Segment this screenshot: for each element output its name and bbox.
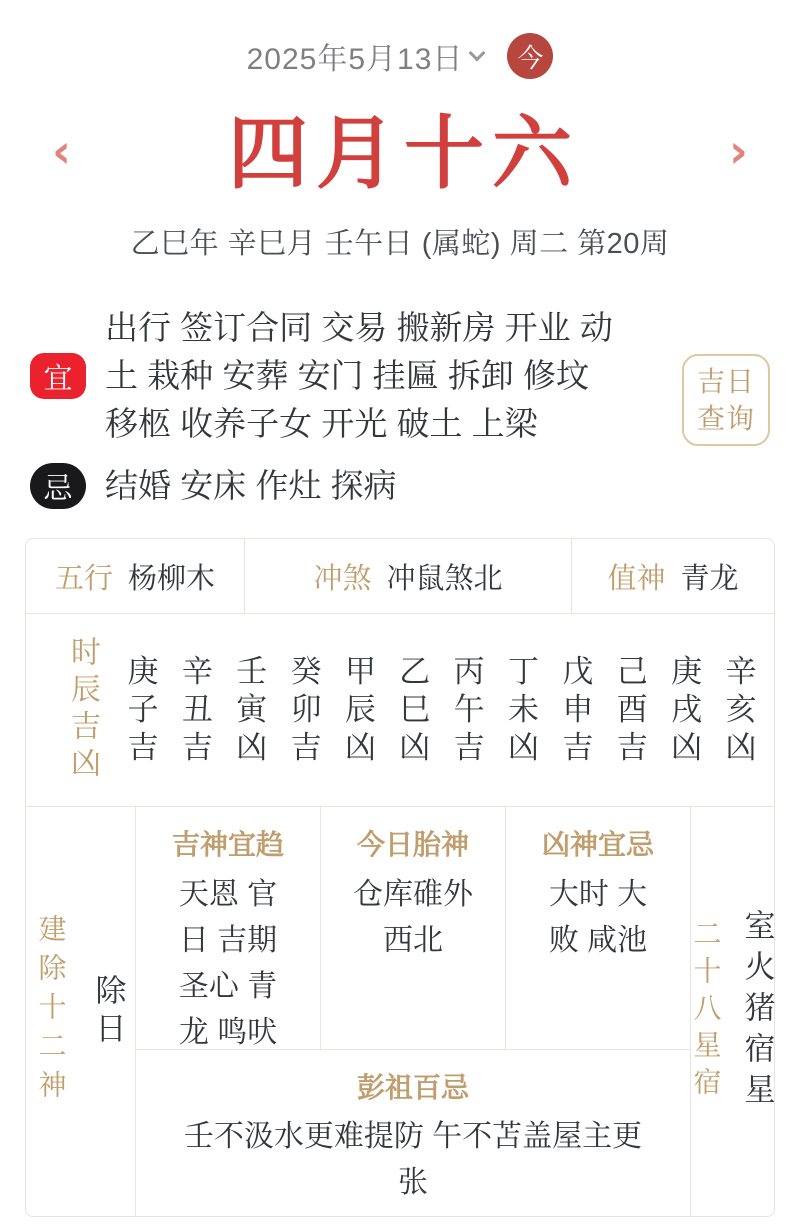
xingxiu-label: 二十八星宿 (690, 919, 722, 1104)
lunar-title-row (0, 105, 800, 201)
pengzu-cell (136, 1049, 690, 1216)
hour-column: 乙巳凶 (399, 654, 431, 765)
yi-activities: 出行 签订合同 交易 搬新房 开业 动土 栽种 安葬 安门 挂匾 拆卸 修坟 移柩 收养子女 开光 破土 上梁 (105, 309, 613, 442)
jishen-value: 天恩 官日 吉期 圣心 青龙 鸣吠 (178, 878, 278, 1049)
hour-column: 丙午吉 (453, 654, 485, 765)
taishen-cell (321, 807, 506, 1049)
current-date-label: 2025年5月13日 (246, 43, 464, 76)
ji-activities: 结婚 安床 作灶 探病 (105, 467, 397, 504)
hour-column: 己酉吉 (616, 654, 648, 765)
ji-row (30, 462, 775, 510)
hour-columns (104, 653, 774, 767)
ganzhi-subtitle: 乙巳年 辛巳月 壬午日 (属蛇) 周二 第20周 (130, 228, 670, 260)
chongsha-cell (245, 539, 572, 613)
almanac-table (25, 538, 775, 1217)
next-day-arrow[interactable]: › (729, 124, 748, 179)
pengzu-value: 壬不汲水更难提防 午不苫盖屋主更张 (183, 1120, 643, 1199)
jishen-label: 吉神宜趋 (171, 829, 284, 860)
jishen-cell (136, 807, 321, 1049)
zhishen-label: 值神 (607, 562, 666, 595)
hour-column: 戊申吉 (562, 654, 594, 765)
date-selector[interactable] (247, 34, 484, 78)
jianchu-column (26, 807, 136, 1216)
today-button[interactable]: 今 (507, 33, 553, 79)
date-header (0, 33, 800, 79)
jianchu-label: 建除十二神 (35, 914, 67, 1109)
yi-badge: 宜 (30, 353, 86, 399)
hour-column: 辛亥凶 (725, 654, 757, 765)
yi-row (30, 304, 775, 448)
auspicious-day-search-button[interactable] (682, 354, 770, 446)
hourly-luck-row (26, 613, 774, 806)
xingxiu-value: 室火猪宿星 (739, 909, 775, 1114)
ji-badge: 忌 (30, 463, 86, 509)
info-row (26, 539, 774, 613)
auspicious-button-line1: 吉日 (696, 366, 755, 397)
wuxing-cell (26, 539, 245, 613)
auspicious-button-line2: 查询 (696, 403, 755, 434)
pengzu-label: 彭祖百忌 (356, 1072, 469, 1103)
taishen-value: 仓库碓外西北 (353, 878, 473, 957)
hour-column: 癸卯吉 (290, 654, 322, 765)
xiongshen-value: 大时 大败 咸池 (548, 878, 648, 957)
hourly-luck-label: 时辰吉凶 (66, 636, 99, 784)
hour-column: 庚戌凶 (671, 654, 703, 765)
hour-column: 丁未凶 (508, 654, 540, 765)
yi-ji-section (0, 304, 800, 510)
xingxiu-column (690, 807, 774, 1216)
zhishen-value: 青龙 (680, 562, 739, 595)
chongsha-value: 冲鼠煞北 (386, 562, 503, 595)
gods-row (26, 806, 774, 1216)
wuxing-label: 五行 (54, 562, 113, 595)
chevron-down-icon (469, 45, 486, 62)
chongsha-label: 冲煞 (313, 562, 372, 595)
hour-column: 甲辰凶 (344, 654, 376, 765)
taishen-label: 今日胎神 (356, 829, 469, 860)
zhishen-cell (572, 539, 774, 613)
xiongshen-cell (506, 807, 690, 1049)
prev-day-arrow[interactable]: ‹ (52, 124, 71, 179)
jianchu-value: 除日 (90, 973, 126, 1050)
hour-column: 壬寅凶 (236, 654, 268, 765)
wuxing-value: 杨柳木 (128, 562, 216, 595)
xiongshen-label: 凶神宜忌 (541, 829, 654, 860)
hour-column: 庚子吉 (127, 654, 159, 765)
hour-column: 辛丑吉 (181, 654, 213, 765)
lunar-date-title: 四月十六 (228, 106, 580, 200)
